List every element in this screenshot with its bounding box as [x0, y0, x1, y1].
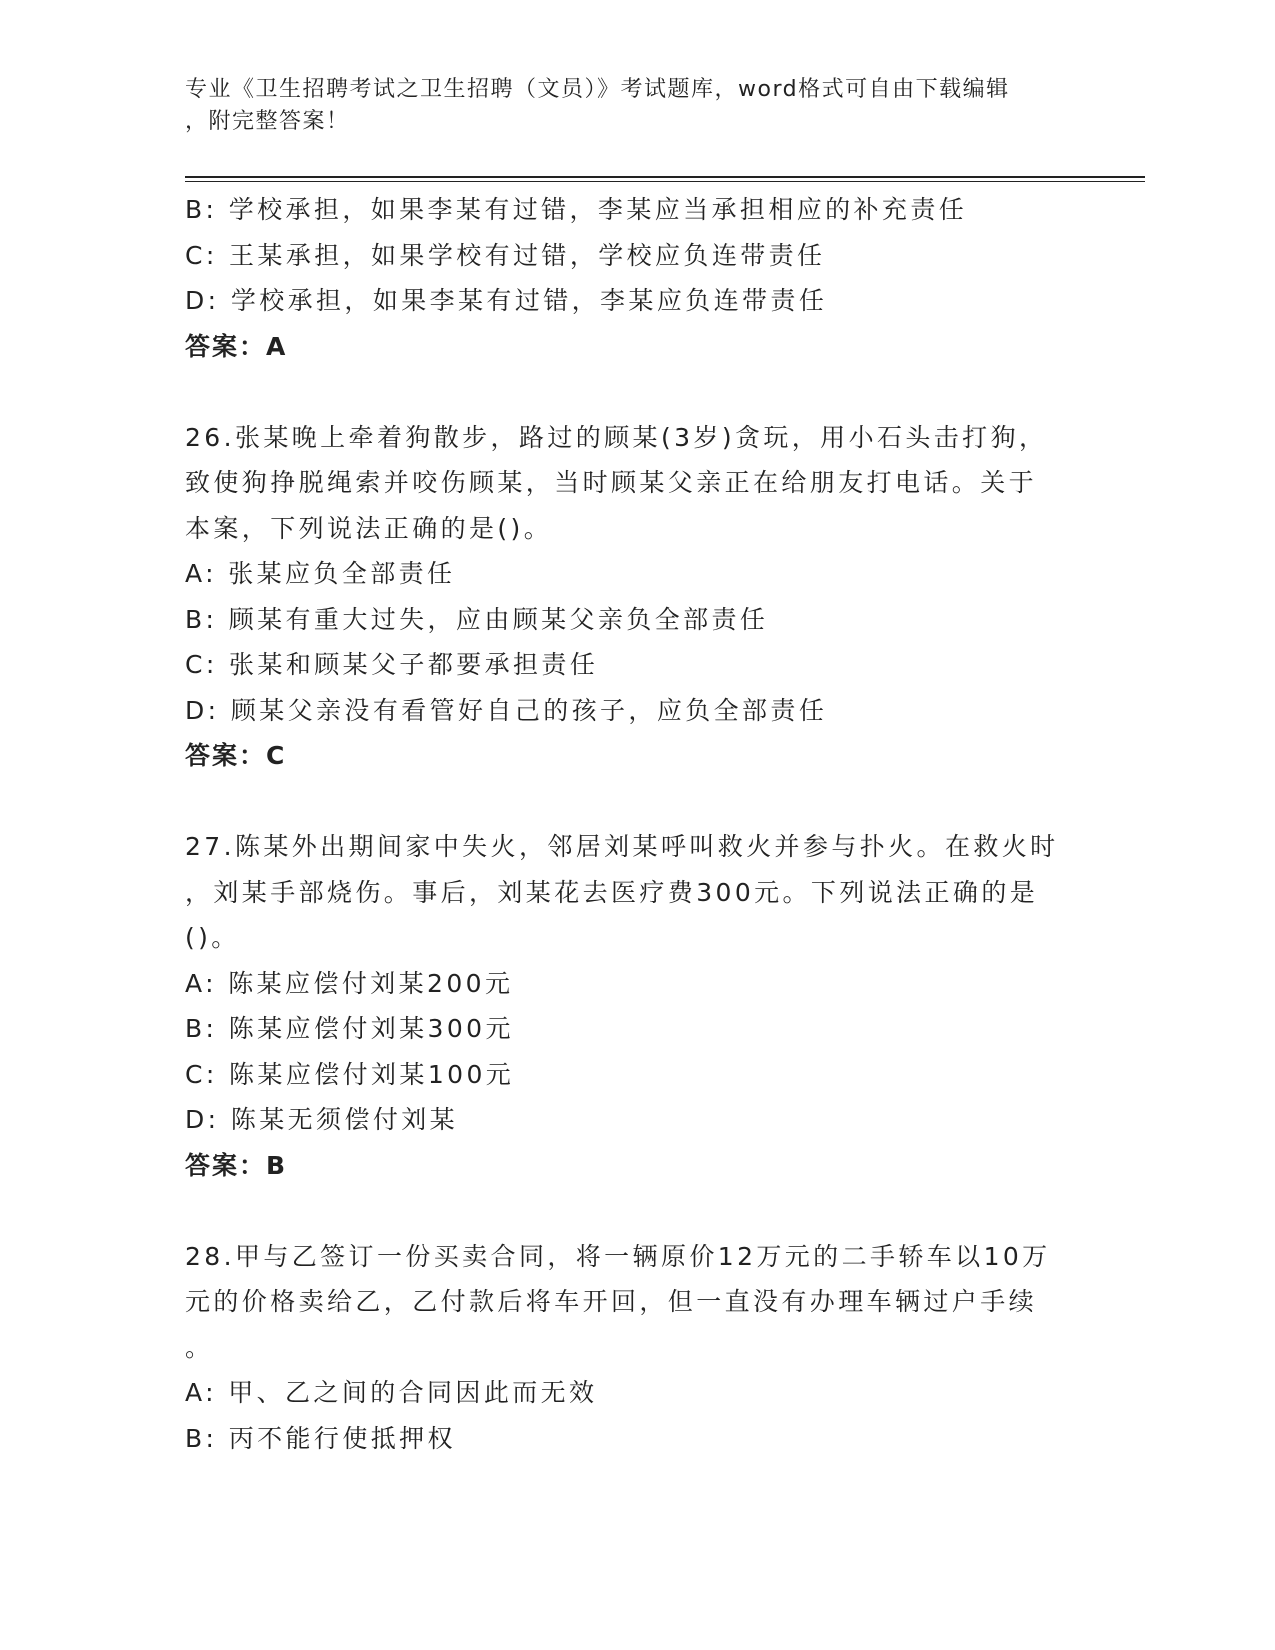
option-b: B: 顾某有重大过失，应由顾某父亲负全部责任: [185, 604, 769, 634]
option-b: B: 学校承担，如果李某有过错，李某应当承担相应的补充责任: [185, 195, 968, 224]
header-rule-thin: [185, 181, 1145, 182]
answer-line: 答案：C: [185, 741, 287, 770]
option-d: D: 顾某父亲没有看管好自己的孩子，应负全部责任: [185, 695, 828, 725]
question-text-line: ()。: [185, 923, 240, 952]
option-d: D: 陈某无须偿付刘某: [185, 1105, 459, 1134]
option-c: C: 陈某应偿付刘某100元: [185, 1059, 515, 1089]
spacer: [185, 779, 1065, 825]
question-text-line: 28.甲与乙签订一份买卖合同，将一辆原价12万元的二手轿车以10万: [185, 1241, 1051, 1271]
header-line-1: 专业《卫生招聘考试之卫生招聘（文员）》考试题库，word格式可自由下载编辑: [185, 77, 1010, 102]
option-a: A: 张某应负全部责任: [185, 559, 456, 588]
spacer: [185, 369, 1065, 415]
option-b: B: 丙不能行使抵押权: [185, 1423, 456, 1453]
question-26: [185, 415, 1065, 779]
header-rule-thick: [185, 176, 1145, 178]
answer-line: 答案：A: [185, 331, 288, 361]
header-line-2: ，附完整答案！: [185, 109, 350, 134]
question-text-line: 元的价格卖给乙，乙付款后将车开回，但一直没有办理车辆过户手续: [185, 1287, 1038, 1316]
question-text-line: ，刘某手部烧伤。事后，刘某花去医疗费300元。下列说法正确的是: [185, 877, 1039, 907]
question-text-line: 27.陈某外出期间家中失火，邻居刘某呼叫救火并参与扑火。在救火时: [185, 832, 1059, 861]
option-a: A: 陈某应偿付刘某200元: [185, 968, 514, 998]
option-b: B: 陈某应偿付刘某300元: [185, 1014, 514, 1043]
document-header: [185, 74, 1065, 138]
question-28: [185, 1234, 1065, 1462]
spacer: [185, 1188, 1065, 1234]
question-text-line: 致使狗挣脱绳索并咬伤顾某，当时顾某父亲正在给朋友打电话。关于: [185, 468, 1038, 497]
option-c: C: 王某承担，如果学校有过错，学校应负连带责任: [185, 240, 826, 270]
option-a: A: 甲、乙之间的合同因此而无效: [185, 1378, 598, 1407]
question-27: [185, 824, 1065, 1188]
answer-line: 答案：B: [185, 1150, 288, 1180]
option-c: C: 张某和顾某父子都要承担责任: [185, 650, 599, 679]
question-list: [185, 187, 1065, 1461]
question-text-line: 本案，下列说法正确的是()。: [185, 513, 553, 543]
question-text-line: 。: [185, 1332, 214, 1362]
question-text-line: 26.张某晚上牵着狗散步，路过的顾某(3岁)贪玩，用小石头击打狗，: [185, 422, 1048, 452]
option-d: D: 学校承担，如果李某有过错，李某应负连带责任: [185, 286, 828, 315]
